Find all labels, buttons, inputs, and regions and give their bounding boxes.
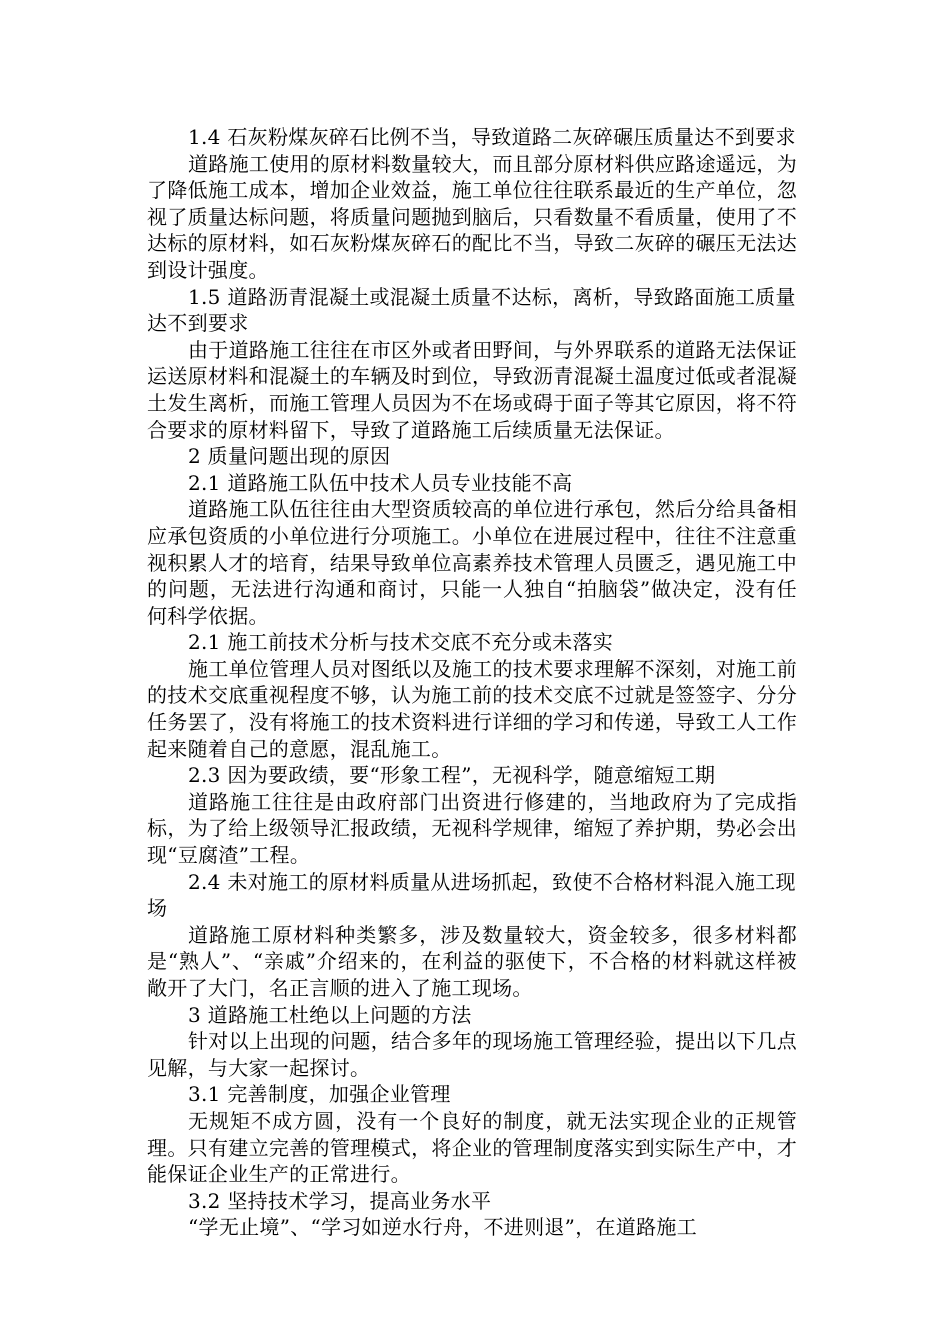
- section-heading-2-4: 2.4 未对施工的原材料质量从进场抓起，致使不合格材料混入施工现场: [147, 869, 796, 921]
- paragraph: “学无止境”、“学习如逆水行舟，不进则退”，在道路施工: [188, 1215, 697, 1240]
- paragraph: 道路施工队伍往往由大型资质较高的单位进行承包，然后分给具备相应承包资质的小单位进行分项施工。小单位在进展过程中，往往不注意重视积累人才的培育，结果导致单位高素养技术管理人员匮乏，遇见施工中的问题，无法进行沟通和商讨，只能一人独自“拍脑袋”做决定，没有任何科学依据。: [147, 497, 797, 628]
- section-heading-2-3: 2.3 因为要政绩，要“形象工程”，无视科学，随意缩短工期: [188, 763, 716, 788]
- section-heading-1-4: 1.4 石灰粉煤灰碎石比例不当，导致道路二灰碎碾压质量达不到要求: [188, 125, 796, 149]
- paragraph: 无规矩不成方圆，没有一个良好的制度，就无法实现企业的正规管理。只有建立完善的管理模式，将企业的管理制度落实到实际生产中，才能保证企业生产的正常进行。: [147, 1108, 797, 1187]
- paragraph: 道路施工原材料种类繁多，涉及数量较大，资金较多，很多材料都是“熟人”、“亲戚”介绍来的，在利益的驱使下，不合格的材料就这样被敞开了大门，名正言顺的进入了施工现场。: [147, 922, 797, 1000]
- section-heading-2-1b: 2.1 施工前技术分析与技术交底不充分或未落实: [188, 630, 614, 655]
- section-heading-2: 2 质量问题出现的原因: [188, 444, 391, 469]
- section-heading-2-1: 2.1 道路施工队伍中技术人员专业技能不高: [188, 470, 573, 495]
- paragraph: 施工单位管理人员对图纸以及施工的技术要求理解不深刻，对施工前的技术交底重视程度不够，认为施工前的技术交底不过就是签签字、分分任务罢了，没有将施工的技术资料进行详细的学习和传递，导致工人工作起来随着自己的意愿，混乱施工。: [147, 656, 797, 761]
- section-heading-3: 3 道路施工杜绝以上问题的方法: [188, 1002, 472, 1027]
- section-heading-3-1: 3.1 完善制度，加强企业管理: [188, 1082, 451, 1107]
- paragraph: 由于道路施工往往在市区外或者田野间，与外界联系的道路无法保证运送原材料和混凝土的车辆及时到位，导致沥青混凝土温度过低或者混凝土发生离析，而施工管理人员因为不在场或碍于面子等其它原因，将不符合要求的原材料留下，导致了道路施工后续质量无法保证。: [147, 337, 797, 442]
- document-body: [147, 124, 797, 1241]
- paragraph: 道路施工往往是由政府部门出资进行修建的，当地政府为了完成指标，为了给上级领导汇报政绩，无视科学规律，缩短了养护期，势必会出现“豆腐渣”工程。: [147, 789, 797, 868]
- section-heading-3-2: 3.2 坚持技术学习，提高业务水平: [188, 1188, 492, 1213]
- section-heading-1-5: 1.5 道路沥青混凝土或混凝土质量不达标，离析，导致路面施工质量达不到要求: [147, 284, 796, 336]
- paragraph: 道路施工使用的原材料数量较大，而且部分原材料供应路途遥远，为了降低施工成本，增加企业效益，施工单位往往联系最近的生产单位，忽视了质量达标问题，将质量问题抛到脑后，只看数量不看质量，使用了不达标的原材料，如石灰粉煤灰碎石的配比不当，导致二灰碎的碾压无法达到设计强度。: [147, 151, 797, 282]
- paragraph: 针对以上出现的问题，结合多年的现场施工管理经验，提出以下几点见解，与大家一起探讨。: [147, 1029, 797, 1080]
